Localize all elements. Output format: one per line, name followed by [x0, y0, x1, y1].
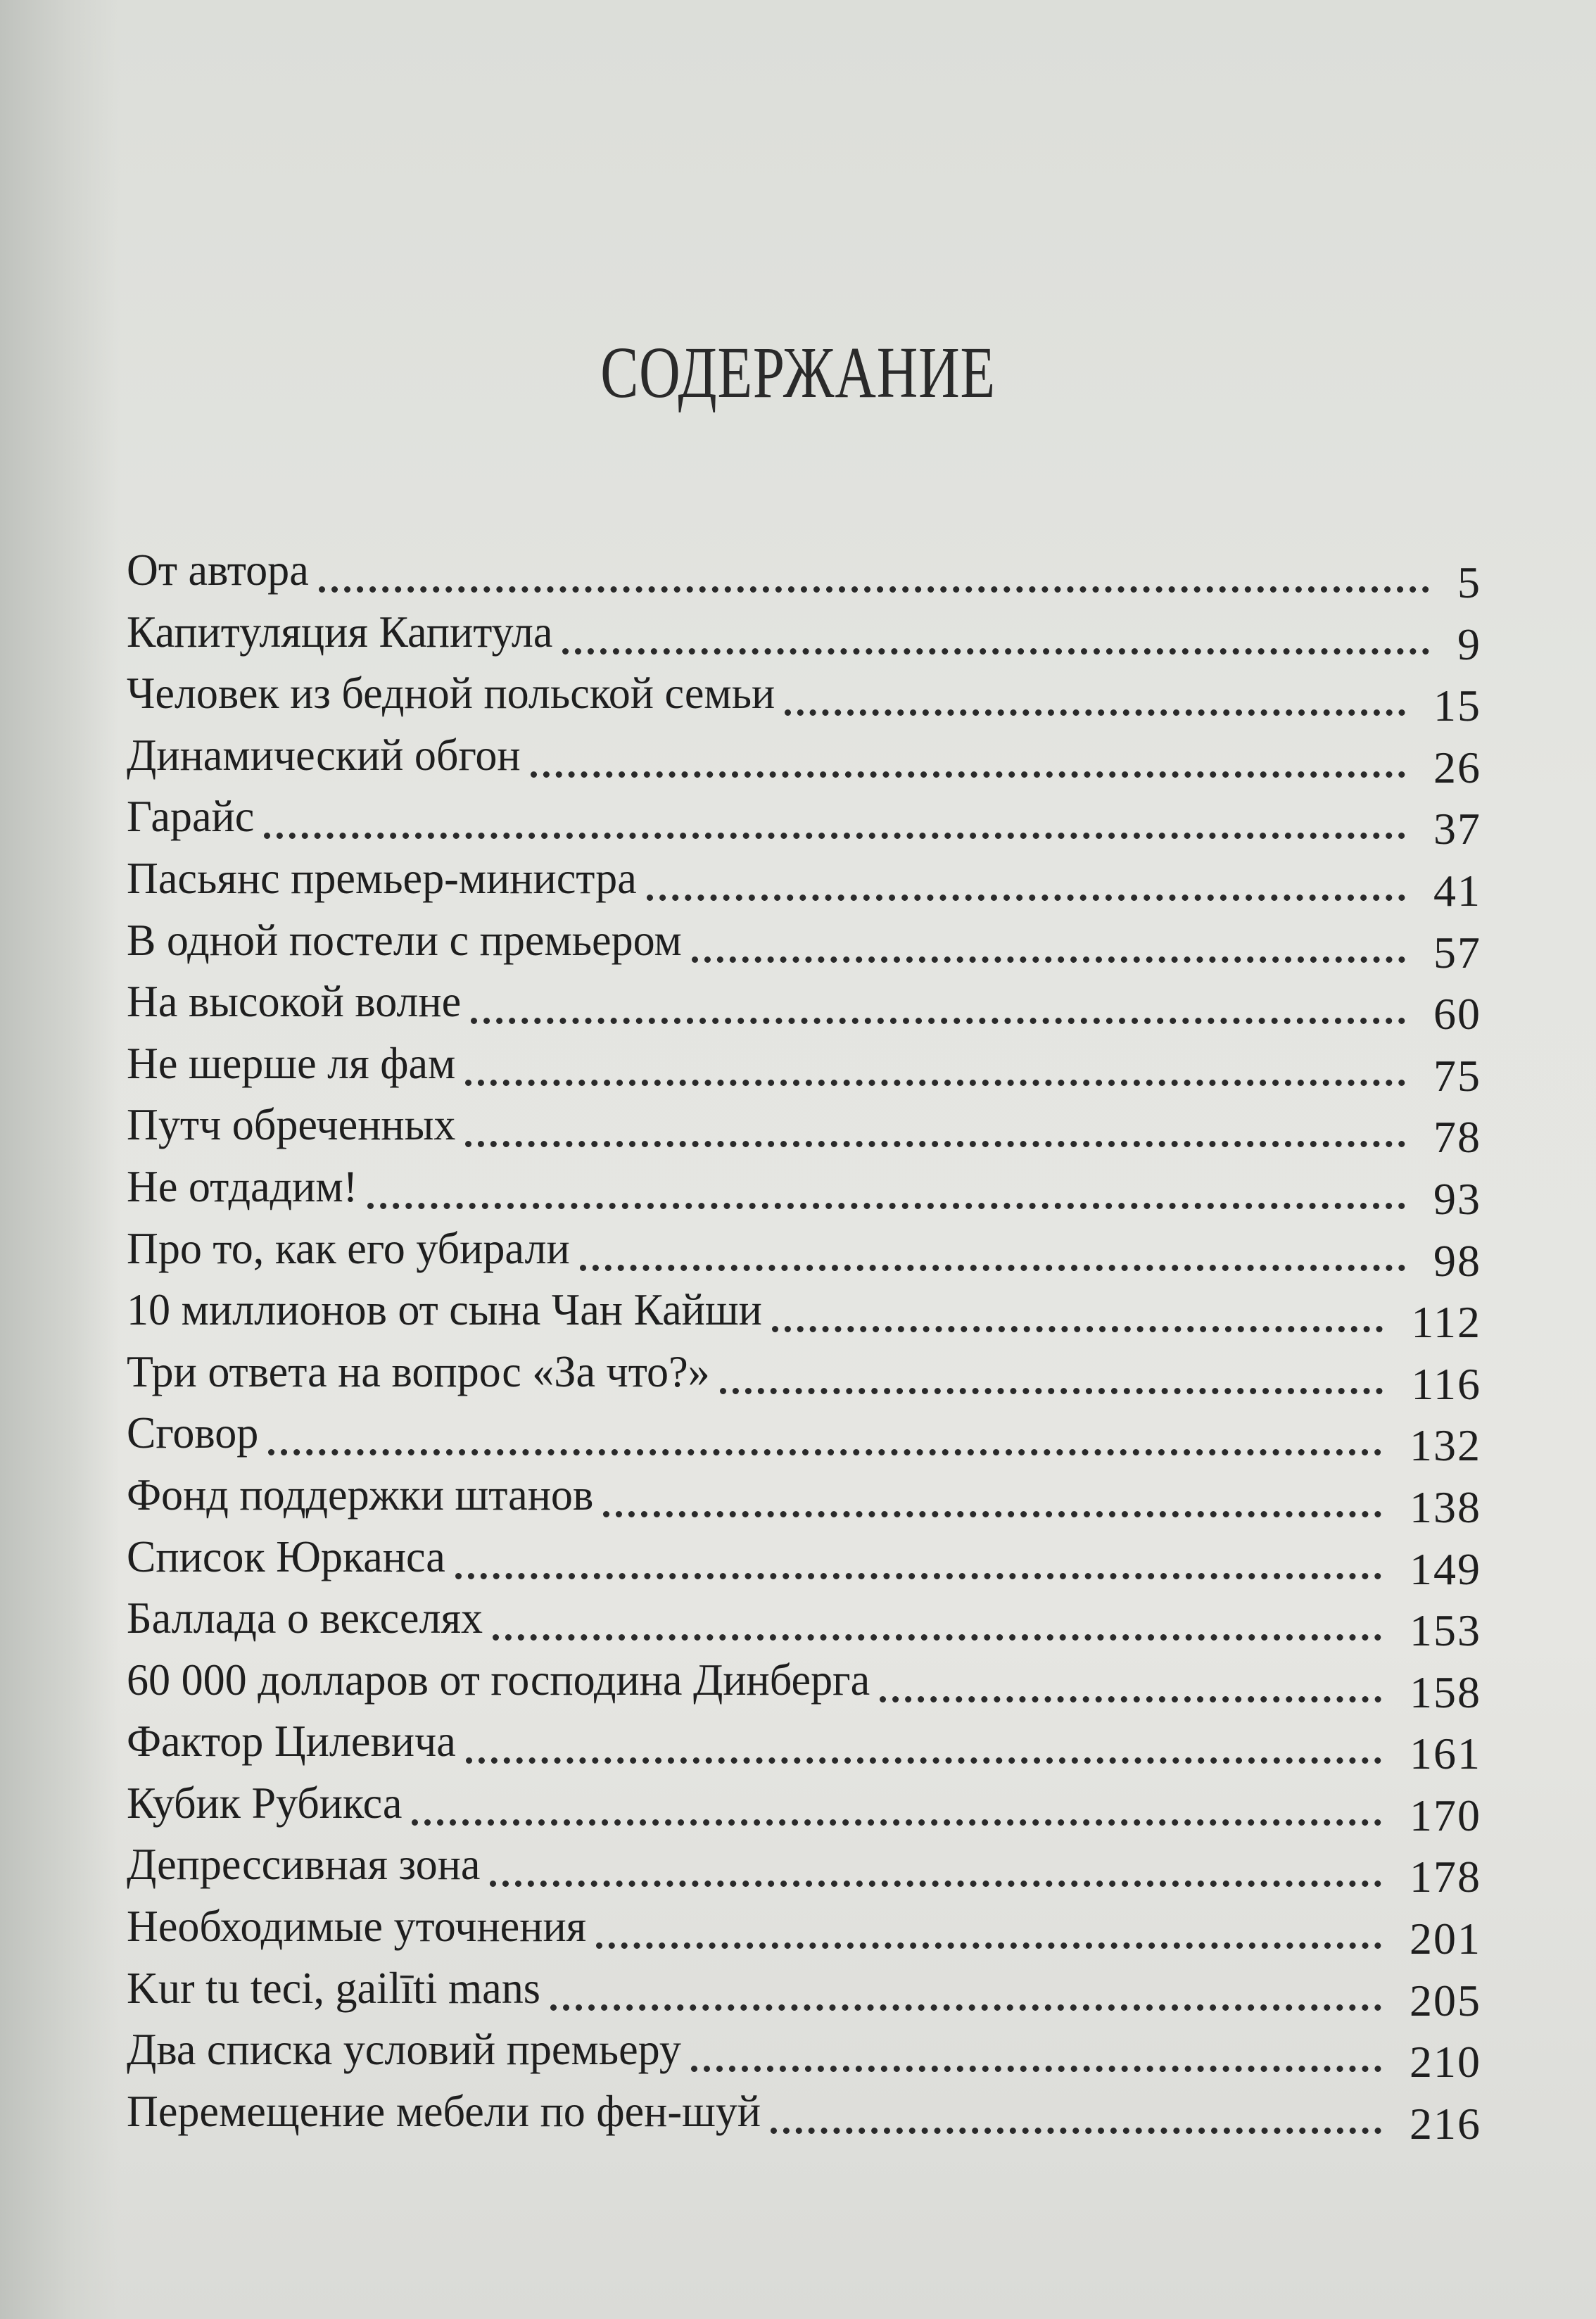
toc-entry-title: 10 миллионов от сына Чан Кайши [127, 1284, 762, 1335]
toc-entry [127, 854, 1481, 916]
toc-entry [127, 1285, 1481, 1347]
toc-dot-leader [264, 833, 1405, 839]
toc-entry [127, 607, 1481, 669]
toc-entry [127, 1593, 1481, 1655]
toc-dot-leader [490, 1881, 1381, 1887]
toc-entry [127, 1717, 1481, 1778]
toc-page-number: 149 [1410, 1543, 1481, 1594]
toc-page-number: 26 [1433, 742, 1481, 792]
toc-entry-title: Три ответа на вопрос «За что?» [127, 1346, 710, 1396]
toc-page-number: 41 [1433, 865, 1481, 916]
toc-page-number: 178 [1410, 1852, 1481, 1902]
toc-entry-title: Фонд поддержки штанов [127, 1469, 594, 1519]
toc-page-number: 153 [1410, 1605, 1481, 1656]
toc-entry [127, 1778, 1481, 1840]
toc-dot-leader [455, 1573, 1381, 1579]
toc-entry-title: 60 000 долларов от господина Динберга [127, 1654, 870, 1705]
toc-dot-leader [465, 1141, 1405, 1147]
toc-page-number: 158 [1410, 1667, 1481, 1717]
toc-page-number: 37 [1433, 804, 1481, 854]
toc-entry [127, 1224, 1481, 1286]
toc-dot-leader [412, 1819, 1381, 1826]
toc-page-number: 201 [1410, 1914, 1481, 1964]
toc-entry-title: На высокой волне [127, 976, 462, 1027]
toc-dot-leader [319, 586, 1429, 593]
toc-entry [127, 1408, 1481, 1470]
toc-entry-title: Перемещение мебели по фен-шуй [127, 2085, 761, 2136]
toc-dot-leader [367, 1203, 1405, 1209]
toc-page-number: 60 [1433, 989, 1481, 1040]
toc-entry [127, 731, 1481, 792]
toc-dot-leader [692, 956, 1405, 963]
toc-entry [127, 1100, 1481, 1162]
toc-entry-title: Капитуляция Капитула [127, 606, 553, 657]
toc-dot-leader [268, 1449, 1381, 1455]
toc-page-number: 98 [1433, 1235, 1481, 1286]
toc-dot-leader [493, 1634, 1381, 1641]
toc-dot-leader [550, 2004, 1381, 2011]
toc-entry [127, 669, 1481, 731]
toc-dot-leader [466, 1757, 1381, 1764]
toc-dot-leader [691, 2066, 1381, 2072]
toc-entry [127, 1840, 1481, 1902]
toc-entry [127, 545, 1481, 607]
toc-dot-leader [596, 1942, 1381, 1949]
toc-page-number: 5 [1457, 557, 1481, 607]
toc-dot-leader [720, 1388, 1383, 1394]
toc-entry [127, 916, 1481, 978]
toc-entry-title: Путч обреченных [127, 1099, 456, 1150]
toc-entry-title: Не отдадим! [127, 1161, 358, 1211]
toc-dot-leader [465, 1080, 1405, 1086]
page-binding-shadow [0, 0, 120, 2319]
toc-entry [127, 1532, 1481, 1594]
toc-page-number: 216 [1410, 2098, 1481, 2149]
toc-page-number: 112 [1411, 1297, 1481, 1348]
toc-page-number: 78 [1433, 1112, 1481, 1163]
toc-entry-title: Депрессивная зона [127, 1839, 481, 1890]
toc-entry-title: Динамический обгон [127, 729, 521, 780]
page-title: СОДЕРЖАНИЕ [600, 332, 996, 413]
toc-page-number: 210 [1410, 2037, 1481, 2087]
toc-entry-title: Пасьянс премьер-министра [127, 852, 637, 903]
toc-dot-leader [772, 1326, 1383, 1332]
toc-entry-title: Сговор [127, 1408, 259, 1458]
toc-entry-title: Два списка условий премьеру [127, 2024, 681, 2075]
toc-page-number: 9 [1457, 619, 1481, 669]
toc-dot-leader [562, 648, 1429, 655]
toc-entry [127, 1039, 1481, 1101]
toc-page-number: 116 [1411, 1358, 1481, 1409]
toc-entry-title: Про то, как его убирали [127, 1222, 570, 1273]
toc-dot-leader [471, 1018, 1405, 1024]
toc-dot-leader [647, 895, 1405, 901]
toc-entry [127, 2087, 1481, 2149]
toc-entry [127, 1470, 1481, 1532]
toc-entry-title: Кубик Рубикса [127, 1777, 403, 1828]
toc-page-number: 205 [1410, 1975, 1481, 2026]
toc-page-number: 170 [1410, 1790, 1481, 1840]
toc-page-number: 57 [1433, 927, 1481, 978]
toc-entry-title: Kur tu teci, gailīti mans [127, 1962, 540, 2013]
toc-entry-title: Гарайс [127, 791, 255, 842]
toc-entry [127, 1162, 1481, 1224]
toc-dot-leader [531, 771, 1405, 778]
toc-entry-title: Необходимые уточнения [127, 1901, 587, 1952]
toc-entry-title: Человек из бедной польской семьи [127, 668, 775, 719]
toc-entry-title: Баллада о векселях [127, 1593, 483, 1643]
toc-entry-title: Список Юрканса [127, 1531, 445, 1581]
toc-dot-leader [603, 1511, 1381, 1517]
toc-entry-title: В одной постели с премьером [127, 914, 682, 965]
toc-entry [127, 977, 1481, 1039]
toc-entry-title: Не шерше ля фам [127, 1037, 456, 1088]
toc-page-number: 132 [1410, 1420, 1481, 1471]
table-of-contents [127, 545, 1481, 2148]
toc-dot-leader [580, 1265, 1405, 1271]
toc-page-number: 75 [1433, 1050, 1481, 1101]
toc-dot-leader [771, 2128, 1381, 2134]
toc-page-number: 138 [1410, 1481, 1481, 1532]
toc-page-number: 161 [1410, 1729, 1481, 1779]
toc-dot-leader [880, 1696, 1381, 1702]
toc-entry [127, 1347, 1481, 1409]
toc-page-number: 93 [1433, 1173, 1481, 1224]
toc-entry [127, 1964, 1481, 2026]
toc-entry [127, 1655, 1481, 1717]
toc-entry [127, 1902, 1481, 1964]
toc-page-number: 15 [1433, 681, 1481, 731]
toc-dot-leader [785, 709, 1405, 716]
toc-entry-title: От автора [127, 545, 309, 595]
toc-entry-title: Фактор Цилевича [127, 1716, 456, 1767]
toc-entry [127, 2025, 1481, 2087]
toc-entry [127, 792, 1481, 854]
